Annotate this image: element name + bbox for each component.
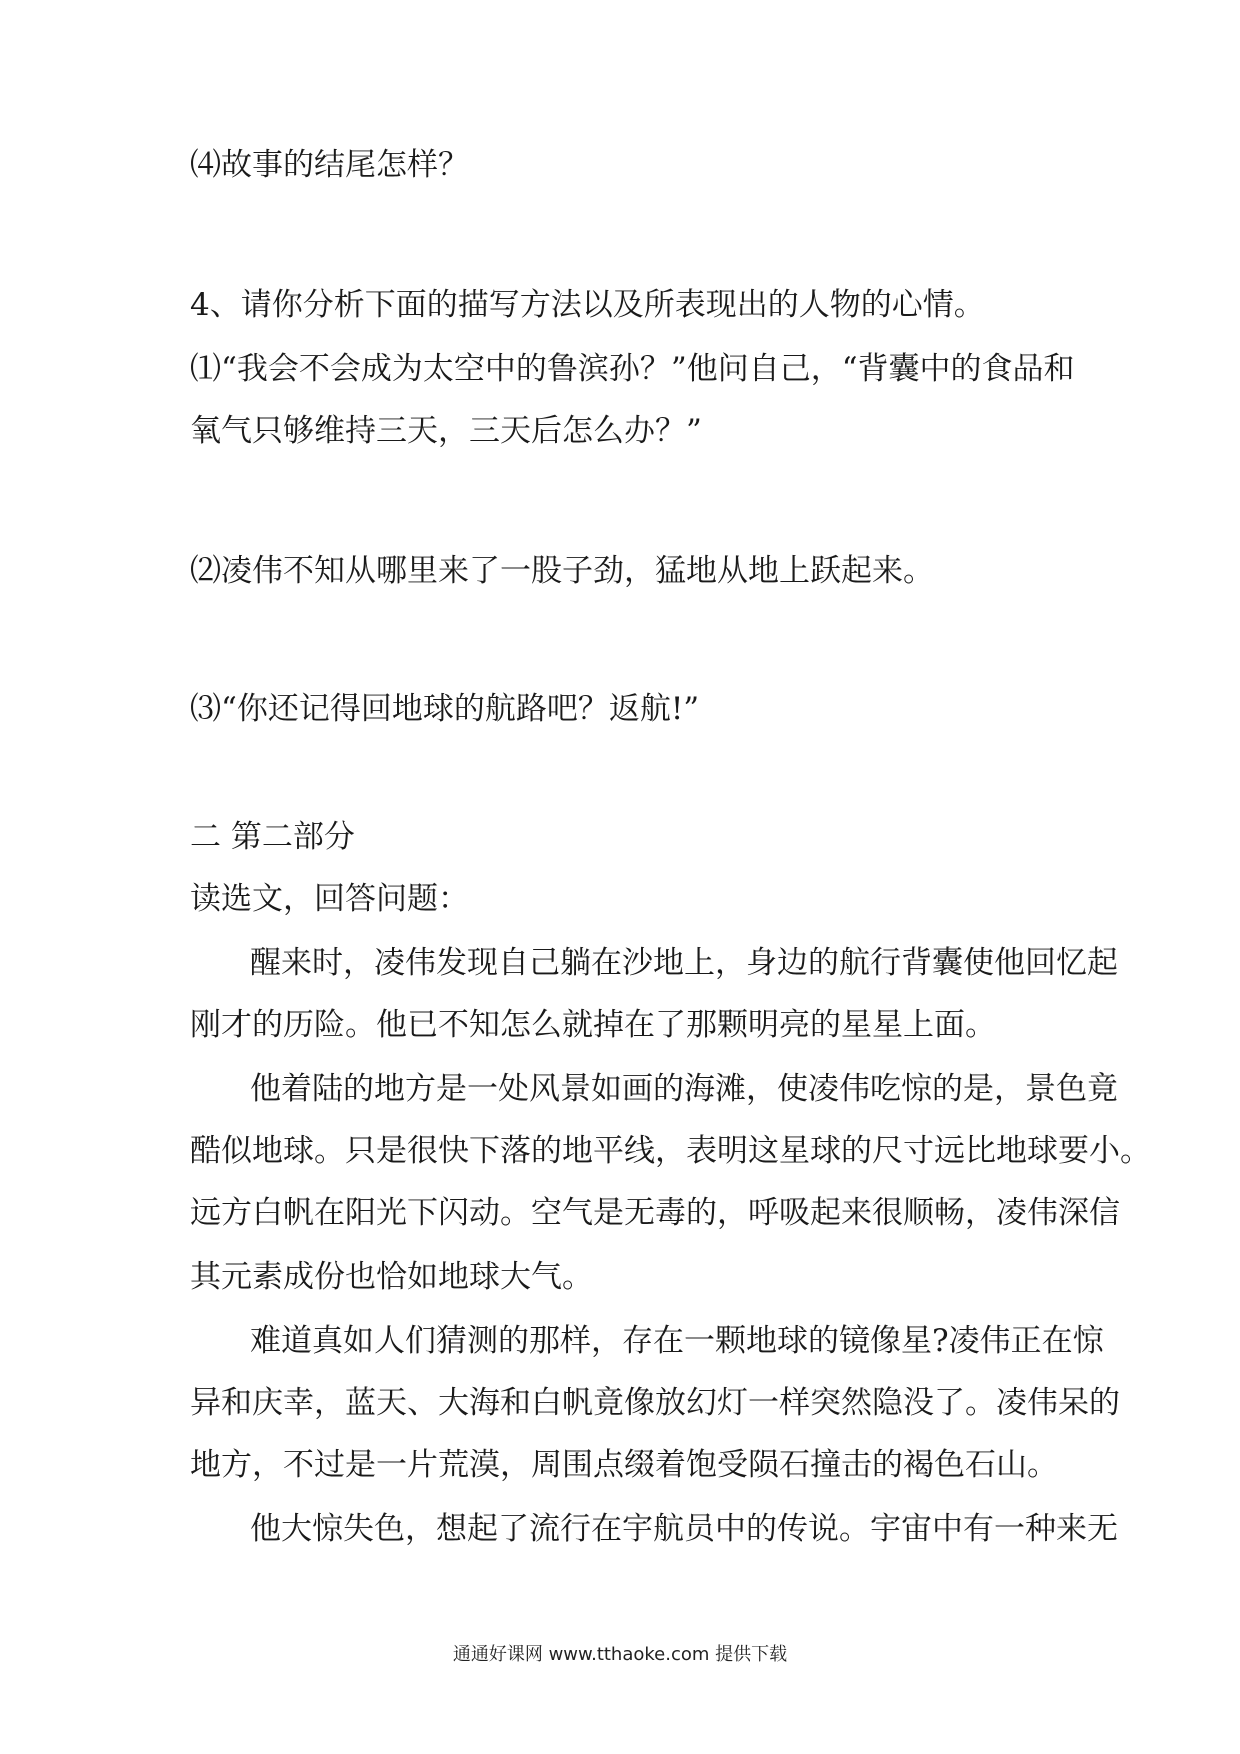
passage-line: 他着陆的地方是一处风景如画的海滩，使凌伟吃惊的是，景色竟 [250,1071,1118,1107]
passage-line: 远方白帆在阳光下闪动。空气是无毒的，呼吸起来很顺畅，凌伟深信 [190,1195,1120,1231]
question-item-4: ⑷故事的结尾怎样？ [190,147,469,183]
passage-line: 他大惊失色，想起了流行在宇航员中的传说。宇宙中有一种来无 [250,1511,1118,1547]
page-footer: 通通好课网 www.tthaoke.com 提供下载 [452,1644,788,1665]
question-4-prompt: 4、请你分析下面的描写方法以及所表现出的人物的心情。 [190,287,985,323]
passage-line: 地方，不过是一片荒漠，周围点缀着饱受陨石撞击的褐色石山。 [190,1447,1058,1483]
passage-line: 醒来时，凌伟发现自己躺在沙地上，身边的航行背囊使他回忆起 [250,945,1118,981]
passage-line: 刚才的历险。他已不知怎么就掉在了那颗明亮的星星上面。 [190,1007,996,1043]
part-2-instruction: 读选文，回答问题： [190,881,469,917]
question-4-item-2: ⑵凌伟不知从哪里来了一股子劲，猛地从地上跃起来。 [190,553,934,589]
passage-line: 难道真如人们猜测的那样，存在一颗地球的镜像星?凌伟正在惊 [250,1323,1104,1359]
part-2-heading: 二 第二部分 [190,819,355,855]
passage-line: 异和庆幸，蓝天、大海和白帆竟像放幻灯一样突然隐没了。凌伟呆的 [190,1385,1120,1421]
passage-line: 酷似地球。只是很快下落的地平线，表明这星球的尺寸远比地球要小。 [190,1133,1151,1169]
passage-line: 其元素成份也恰如地球大气。 [190,1259,593,1295]
question-4-item-1-line-1: ⑴“我会不会成为太空中的鲁滨孙？”他问自己，“背囊中的食品和 [190,351,1075,387]
question-4-item-3: ⑶“你还记得回地球的航路吧？返航!” [190,691,700,727]
question-4-item-1-line-2: 氧气只够维持三天，三天后怎么办？” [190,413,702,449]
